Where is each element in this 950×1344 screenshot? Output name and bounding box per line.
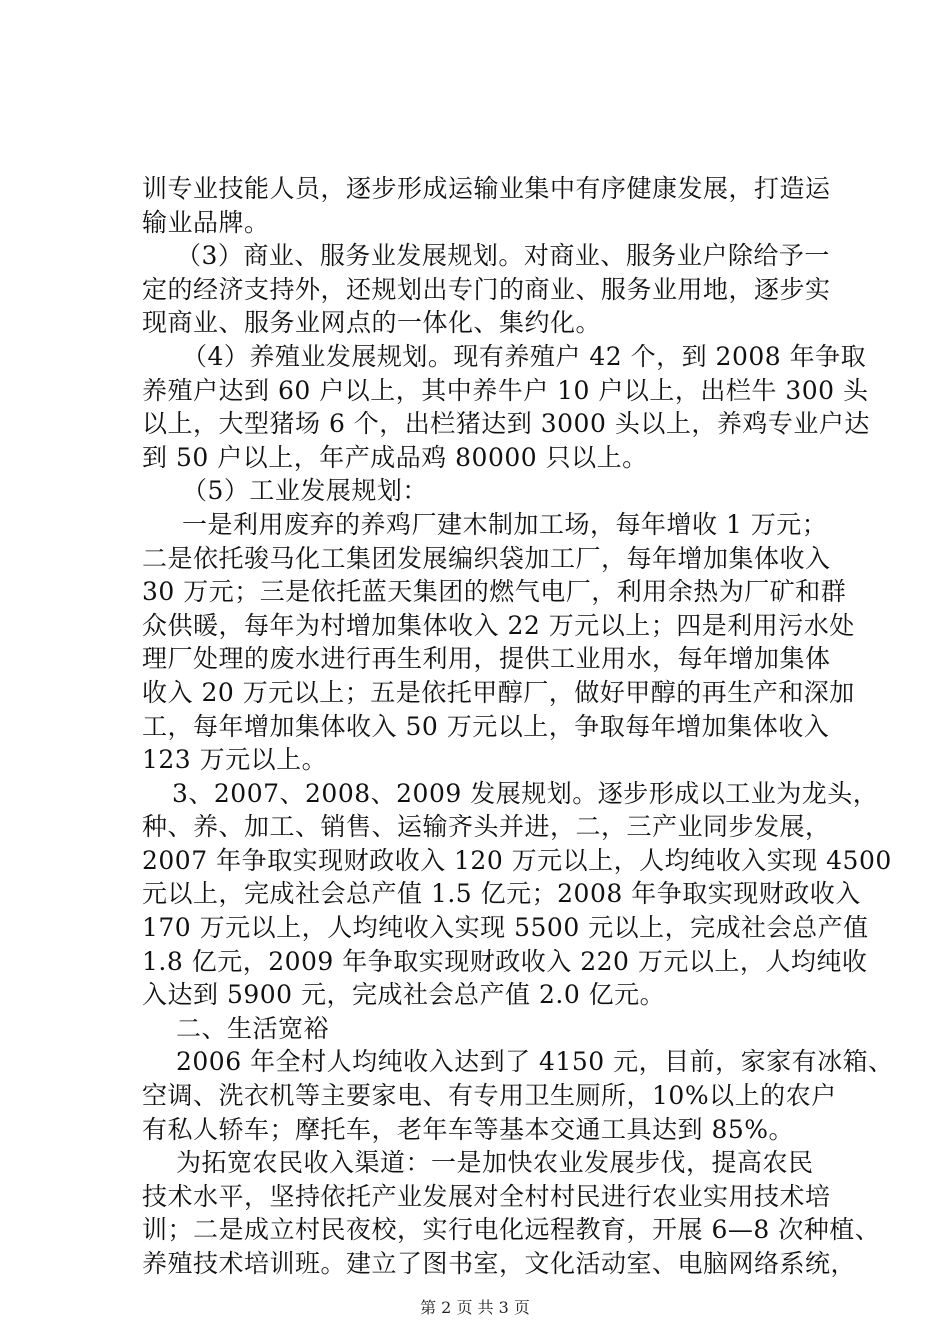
- text-line: （5）工业发展规划：: [182, 476, 428, 506]
- text-line: （4）养殖业发展规划。现有养殖户 42 个，到 2008 年争取: [182, 341, 867, 371]
- text-line: 1.8 亿元，2009 年争取实现财政收入 220 万元以上，人均纯收: [142, 946, 868, 976]
- text-line: 定的经济支持外，还规划出专门的商业、服务业用地，逐步实: [142, 274, 831, 304]
- text-line: 现商业、服务业网点的一体化、集约化。: [142, 308, 602, 338]
- text-line: （3）商业、服务业发展规划。对商业、服务业户除给予一: [176, 241, 830, 271]
- text-line: 工，每年增加集体收入 50 万元以上，争取每年增加集体收入: [142, 711, 830, 741]
- text-line: 为拓宽农民收入渠道：一是加快农业发展步伐，提高农民: [176, 1148, 814, 1178]
- text-line: 训；二是成立村民夜校，实行电化远程教育，开展 6—8 次种植、: [142, 1215, 881, 1245]
- text-line: 170 万元以上，人均纯收入实现 5500 元以上，完成社会总产值: [142, 913, 869, 943]
- text-line: 123 万元以上。: [142, 745, 328, 775]
- text-line: 收入 20 万元以上；五是依托甲醇厂，做好甲醇的再生产和深加: [142, 677, 855, 707]
- text-line: 元以上，完成社会总产值 1.5 亿元；2008 年争取实现财政收入: [142, 879, 861, 909]
- text-line: 输业品牌。: [142, 207, 270, 237]
- text-line: 入达到 5900 元，完成社会总产值 2.0 亿元。: [142, 980, 666, 1010]
- text-line: 空调、洗衣机等主要家电、有专用卫生厕所，10%以上的农户: [142, 1081, 837, 1111]
- section-heading: 二、生活宽裕: [176, 1013, 330, 1043]
- text-line: 以上，大型猪场 6 个，出栏猪达到 3000 头以上，养鸡专业户达: [142, 409, 870, 439]
- text-line: 一是利用废弃的养鸡厂建木制加工场，每年增收 1 万元；: [182, 509, 828, 539]
- text-line: 养殖户达到 60 户以上，其中养牛户 10 户以上，出栏牛 300 头: [142, 375, 869, 405]
- text-line: 养殖技术培训班。建立了图书室，文化活动室、电脑网络系统，: [142, 1249, 857, 1278]
- document-body: [142, 172, 894, 1281]
- text-line: 技术水平，坚持依托产业发展对全村村民进行农业实用技术培: [142, 1181, 831, 1211]
- text-line: 30 万元；三是依托蓝天集团的燃气电厂，利用余热为厂矿和群: [142, 577, 847, 607]
- text-line: 训专业技能人员，逐步形成运输业集中有序健康发展，打造运: [142, 174, 831, 203]
- text-line: 理厂处理的废水进行再生利用，提供工业用水，每年增加集体: [142, 644, 831, 674]
- text-line: 3、2007、2008、2009 发展规划。逐步形成以工业为龙头，: [172, 778, 879, 808]
- text-line: 2006 年全村人均纯收入达到了 4150 元，目前，家家有冰箱、: [176, 1047, 894, 1077]
- text-line: 2007 年争取实现财政收入 120 万元以上，人均纯收入实现 4500: [142, 845, 892, 875]
- text-line: 到 50 户以上，年产成品鸡 80000 只以上。: [142, 442, 648, 472]
- text-line: 有私人轿车；摩托车，老年车等基本交通工具达到 85%。: [142, 1114, 795, 1144]
- text-line: 二是依托骏马化工集团发展编织袋加工厂，每年增加集体收入: [142, 543, 831, 573]
- text-line: 种、养、加工、销售、运输齐头并进，二，三产业同步发展，: [142, 812, 831, 842]
- text-line: 众供暖，每年为村增加集体收入 22 万元以上；四是利用污水处: [142, 610, 855, 640]
- page-number-footer: 第 2 页 共 3 页: [420, 1298, 530, 1317]
